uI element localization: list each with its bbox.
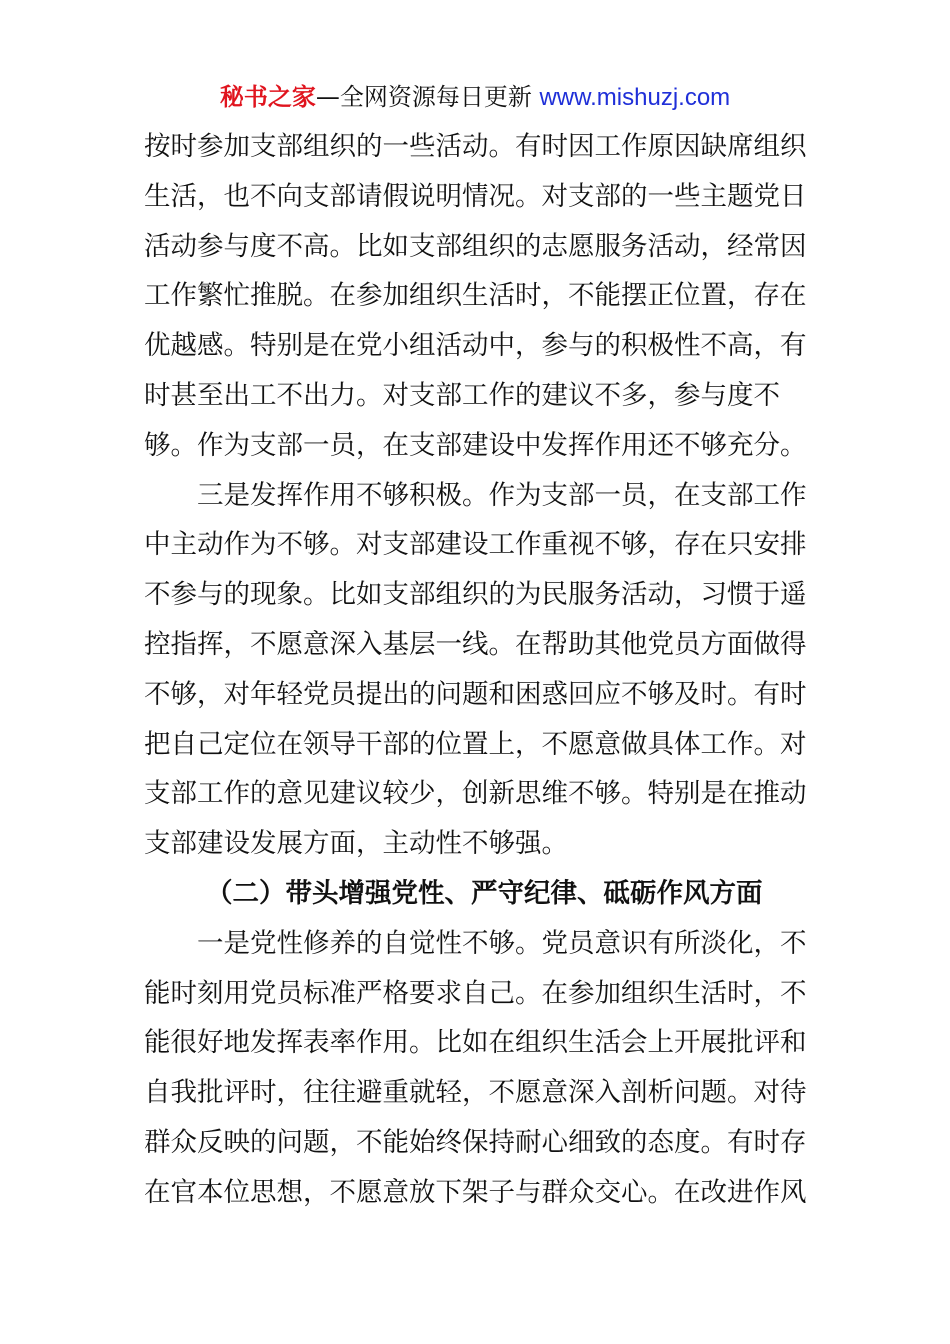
- text-line: 支部建设发展方面，主动性不够强。: [144, 828, 568, 860]
- text-line: 优越感。特别是在党小组活动中，参与的积极性不高，有: [144, 330, 807, 362]
- text-line: 群众反映的问题，不能始终保持耐心细致的态度。有时存: [144, 1126, 807, 1158]
- text-line: 控指挥，不愿意深入基层一线。在帮助其他党员方面做得: [144, 628, 807, 660]
- text-line: 不参与的现象。比如支部组织的为民服务活动，习惯于遥: [144, 579, 807, 611]
- text-line: 生活，也不向支部请假说明情况。对支部的一些主题党日: [144, 180, 807, 212]
- text-line: 能很好地发挥表率作用。比如在组织生活会上开展批评和: [144, 1027, 807, 1059]
- text-line: 把自己定位在领导干部的位置上，不愿意做具体工作。对: [144, 728, 807, 760]
- text-line: 时甚至出工不出力。对支部工作的建议不多，参与度不: [144, 379, 780, 411]
- text-line: 活动参与度不高。比如支部组织的志愿服务活动，经常因: [144, 230, 807, 262]
- text-line: 按时参加支部组织的一些活动。有时因工作原因缺席组织: [144, 131, 807, 162]
- text-line: 够。作为支部一员，在支部建设中发挥作用还不够充分。: [144, 429, 807, 461]
- text-line: 在官本位思想，不愿意放下架子与群众交心。在改进作风: [144, 1176, 807, 1208]
- document-body: [144, 122, 808, 1218]
- site-url-link[interactable]: www.mishuzj.com: [539, 84, 731, 111]
- brand-name: 秘书之家: [219, 83, 316, 111]
- site-header: [0, 80, 950, 115]
- text-line: 工作繁忙推脱。在参加组织生活时，不能摆正位置，存在: [144, 280, 807, 312]
- text-line: 能时刻用党员标准严格要求自己。在参加组织生活时，不: [144, 977, 807, 1009]
- text-line: 自我批评时，往往避重就轻，不愿意深入剖析问题。对待: [144, 1077, 807, 1109]
- text-line: 不够，对年轻党员提出的问题和困惑回应不够及时。有时: [144, 678, 807, 710]
- text-line: 中主动作为不够。对支部建设工作重视不够，存在只安排: [144, 529, 807, 561]
- section-heading: （二）带头增强党性、严守纪律、砥砺作风方面: [206, 877, 763, 909]
- header-tagline: —全网资源每日更新: [315, 83, 540, 111]
- paragraph-start-line: 一是党性修养的自觉性不够。党员意识有所淡化，不: [197, 927, 807, 959]
- text-line: 支部工作的意见建议较少，创新思维不够。特别是在推动: [144, 778, 807, 810]
- paragraph-start-line: 三是发挥作用不够积极。作为支部一员，在支部工作: [197, 479, 807, 511]
